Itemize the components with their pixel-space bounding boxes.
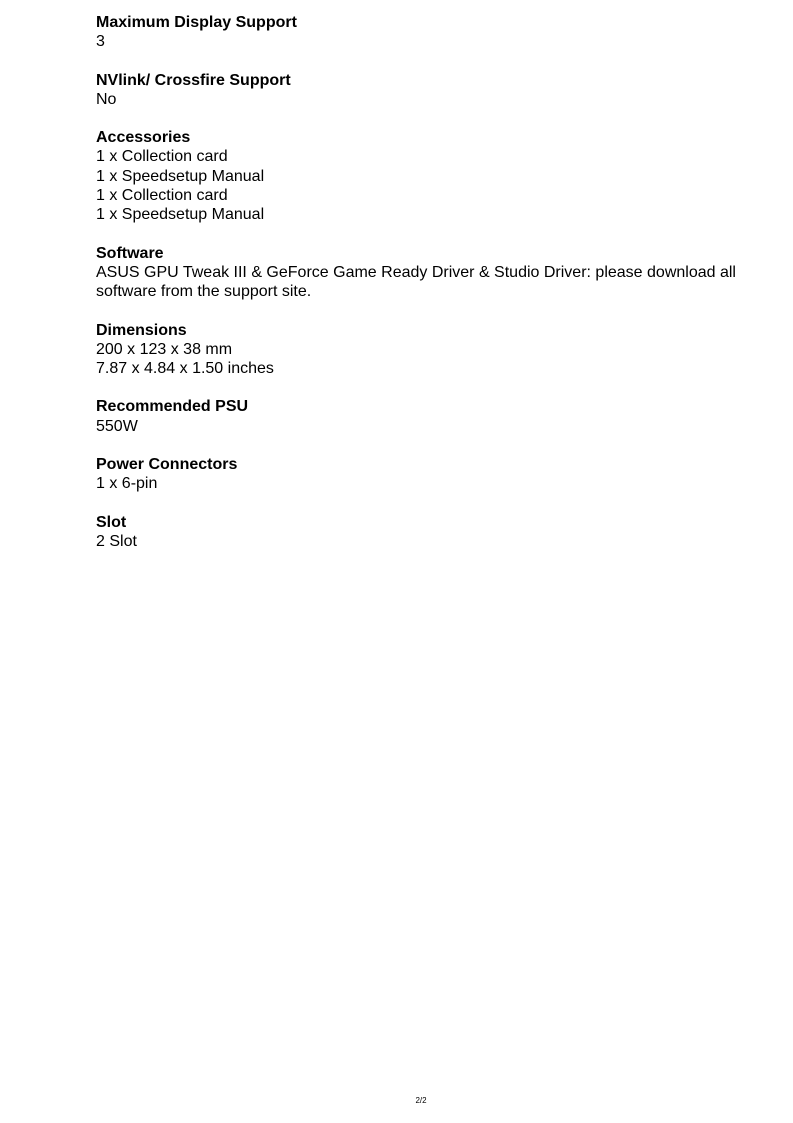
page-number: 2/2 bbox=[415, 1096, 427, 1105]
spec-title: Software bbox=[96, 244, 164, 262]
spec-value: ASUS GPU Tweak III & GeForce Game Ready Driver & Studio Driver: please download all bbox=[96, 263, 736, 281]
spec-value: 1 x Collection card bbox=[96, 187, 228, 205]
spec-value: 200 x 123 x 38 mm bbox=[96, 340, 233, 358]
spec-value: 550W bbox=[96, 417, 138, 435]
spec-title: Recommended PSU bbox=[96, 398, 249, 416]
spec-value: 7.87 x 4.84 x 1.50 inches bbox=[96, 360, 274, 378]
spec-value: 1 x Collection card bbox=[96, 148, 228, 166]
spec-title: Accessories bbox=[96, 129, 191, 147]
spec-title: Dimensions bbox=[96, 321, 187, 339]
spec-value: 1 x 6-pin bbox=[96, 475, 158, 493]
spec-title: Power Connectors bbox=[96, 456, 238, 474]
spec-value: software from the support site. bbox=[96, 283, 312, 301]
spec-software bbox=[96, 244, 756, 302]
spec-title: NVlink/ Crossfire Support bbox=[96, 71, 291, 89]
spec-value: No bbox=[96, 90, 117, 108]
spec-value: 3 bbox=[96, 33, 105, 51]
spec-dimensions bbox=[96, 321, 756, 379]
spec-value: 1 x Speedsetup Manual bbox=[96, 206, 265, 224]
spec-title: Maximum Display Support bbox=[96, 14, 297, 31]
spec-document bbox=[96, 13, 756, 570]
spec-max-display-support bbox=[96, 13, 756, 52]
spec-value: 2 Slot bbox=[96, 532, 137, 550]
spec-nvlink-crossfire bbox=[96, 71, 756, 110]
spec-power-connectors bbox=[96, 455, 756, 494]
spec-slot bbox=[96, 513, 756, 552]
spec-recommended-psu bbox=[96, 397, 756, 436]
spec-value: 1 x Speedsetup Manual bbox=[96, 167, 265, 185]
spec-accessories bbox=[96, 128, 756, 224]
spec-title: Slot bbox=[96, 513, 127, 531]
